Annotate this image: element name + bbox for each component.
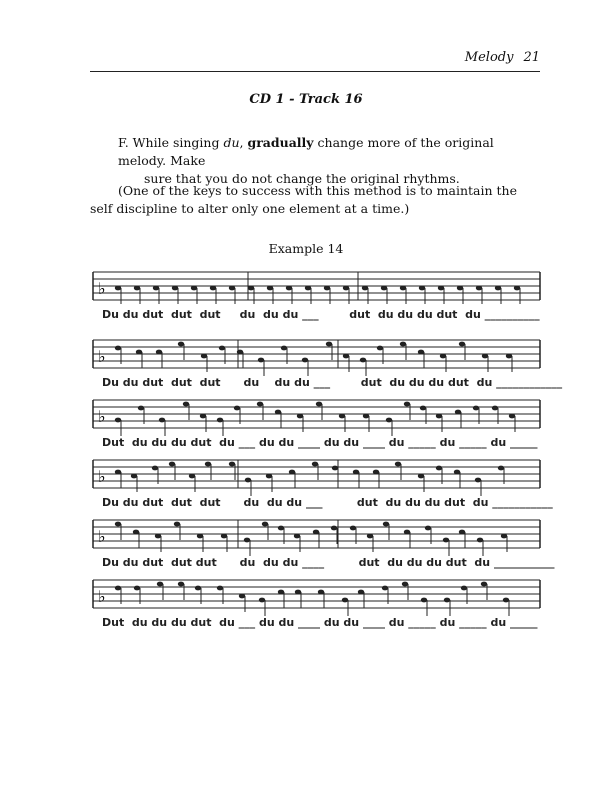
note-head: [286, 286, 292, 291]
lyrics-line: Du du dut dut dut du du du ___ dut du du du dut du __________: [102, 308, 540, 321]
text: ,: [239, 135, 248, 150]
note-head: [115, 522, 121, 527]
flat-sign: ♭: [98, 587, 106, 606]
note-head: [459, 342, 465, 347]
note-head: [455, 410, 461, 415]
note-head: [259, 598, 265, 603]
section-title: Melody: [464, 50, 514, 65]
note-head: [492, 406, 498, 411]
running-head: [465, 50, 540, 65]
note-head: [244, 538, 250, 543]
track-title: CD 1 - Track 16: [249, 92, 363, 107]
note-head: [362, 286, 368, 291]
note-head: [402, 582, 408, 587]
note-head: [115, 586, 121, 591]
note-head: [229, 462, 235, 467]
note-head: [514, 286, 520, 291]
note-head: [134, 286, 140, 291]
note-head: [278, 590, 284, 595]
flat-sign: ♭: [98, 407, 106, 426]
note-head: [382, 586, 388, 591]
note-head: [358, 590, 364, 595]
note-head: [313, 530, 319, 535]
note-head: [159, 418, 165, 423]
note-head: [419, 286, 425, 291]
note-head: [316, 402, 322, 407]
note-head: [506, 354, 512, 359]
note-head: [331, 526, 337, 531]
note-head: [178, 582, 184, 587]
note-head: [289, 470, 295, 475]
note-head: [461, 586, 467, 591]
note-head: [157, 582, 163, 587]
note-head: [457, 286, 463, 291]
note-head: [339, 414, 345, 419]
note-head: [324, 286, 330, 291]
note-head: [343, 286, 349, 291]
note-head: [381, 286, 387, 291]
note-head: [115, 286, 121, 291]
note-head: [133, 530, 139, 535]
note-head: [281, 346, 287, 351]
note-head: [178, 342, 184, 347]
note-head: [438, 286, 444, 291]
lyrics-line: Dut du du du dut du ___ du du ____ du du ____ du _____ du _____ du _____: [102, 616, 538, 629]
note-head: [473, 406, 479, 411]
note-head: [217, 418, 223, 423]
note-head: [477, 538, 483, 543]
note-head: [454, 470, 460, 475]
note-head: [420, 406, 426, 411]
text-italic: du: [223, 135, 240, 150]
lyrics-line: Du du dut dut dut du du du ____ dut du du du dut du ___________: [102, 556, 555, 569]
note-head: [195, 586, 201, 591]
note-head: [436, 414, 442, 419]
note-head: [239, 594, 245, 599]
note-head: [197, 534, 203, 539]
note-head: [138, 406, 144, 411]
note-head: [266, 474, 272, 479]
note-head: [210, 286, 216, 291]
note-head: [248, 286, 254, 291]
note-head: [131, 474, 137, 479]
note-head: [115, 346, 121, 351]
flat-sign: ♭: [98, 527, 106, 546]
note-head: [360, 358, 366, 363]
note-head: [444, 598, 450, 603]
lyrics-line: Dut du du du dut du ___ du du ____ du du ____ du _____ du _____ du _____: [102, 436, 538, 449]
note-head: [318, 590, 324, 595]
note-head: [418, 350, 424, 355]
note-head: [189, 474, 195, 479]
note-head: [495, 286, 501, 291]
note-head: [245, 478, 251, 483]
note-head: [498, 466, 504, 471]
flat-sign: ♭: [98, 467, 106, 486]
note-head: [373, 470, 379, 475]
note-head: [115, 418, 121, 423]
note-head: [237, 350, 243, 355]
note-head: [436, 466, 442, 471]
instruction-f: [90, 134, 540, 188]
text: F. While singing: [118, 135, 224, 150]
note-head: [200, 414, 206, 419]
note-head: [134, 586, 140, 591]
lyrics-line: Du du dut dut dut du du du ___ dut du du du dut du ____________: [102, 376, 563, 389]
note-head: [234, 406, 240, 411]
note-head: [501, 534, 507, 539]
note-head: [305, 286, 311, 291]
note-head: [404, 402, 410, 407]
note-head: [136, 350, 142, 355]
note-head: [183, 402, 189, 407]
note-head: [312, 462, 318, 467]
note-head: [201, 354, 207, 359]
header-rule: [90, 71, 540, 72]
music-example: [88, 258, 563, 629]
note-head: [342, 598, 348, 603]
note-head: [221, 534, 227, 539]
note-head: [476, 286, 482, 291]
text: sure that you do not change the original rhythms.: [144, 171, 460, 186]
note-head: [267, 286, 273, 291]
note-head: [153, 286, 159, 291]
note-head: [377, 346, 383, 351]
note-head: [205, 462, 211, 467]
note-head: [343, 354, 349, 359]
note-head: [172, 286, 178, 291]
note-head: [155, 534, 161, 539]
note-head: [278, 526, 284, 531]
note-head: [386, 418, 392, 423]
note-head: [229, 286, 235, 291]
note-head: [363, 414, 369, 419]
note-head: [257, 402, 263, 407]
note-head: [302, 358, 308, 363]
note-head: [350, 526, 356, 531]
note-head: [443, 538, 449, 543]
note-head: [156, 350, 162, 355]
text-bold: gradually: [247, 135, 314, 150]
note-head: [297, 414, 303, 419]
note-head: [219, 346, 225, 351]
note-head: [440, 354, 446, 359]
note-head: [481, 582, 487, 587]
note-head: [400, 342, 406, 347]
note-head: [475, 478, 481, 483]
example-title: Example 14: [268, 241, 344, 256]
note-head: [217, 586, 223, 591]
note-head: [353, 470, 359, 475]
note-head: [191, 286, 197, 291]
note-head: [421, 598, 427, 603]
note-head: [503, 598, 509, 603]
note-head: [174, 522, 180, 527]
note-head: [367, 534, 373, 539]
note-head: [169, 462, 175, 467]
note-head: [115, 470, 121, 475]
note-head: [418, 474, 424, 479]
note-head: [459, 530, 465, 535]
note-head: [404, 530, 410, 535]
note-head: [275, 410, 281, 415]
flat-sign: ♭: [98, 279, 106, 298]
note-head: [332, 466, 338, 471]
note-head: [383, 522, 389, 527]
note-head: [152, 466, 158, 471]
note-head: [294, 534, 300, 539]
page-number: 21: [523, 50, 540, 65]
note-head: [395, 462, 401, 467]
instruction-note: (One of the keys to success with this method is to maintain the self discipline to alter only one element at a time.): [90, 183, 517, 216]
note-head: [425, 526, 431, 531]
note-head: [400, 286, 406, 291]
flat-sign: ♭: [98, 347, 106, 366]
note-head: [258, 358, 264, 363]
lyrics-line: Du du dut dut dut du du du ___ dut du du du dut du ___________: [102, 496, 553, 509]
note-head: [482, 354, 488, 359]
note-head: [509, 414, 515, 419]
text: change more of the original melody. Make: [118, 135, 494, 168]
note-head: [262, 522, 268, 527]
note-head: [326, 342, 332, 347]
note-head: [295, 590, 301, 595]
